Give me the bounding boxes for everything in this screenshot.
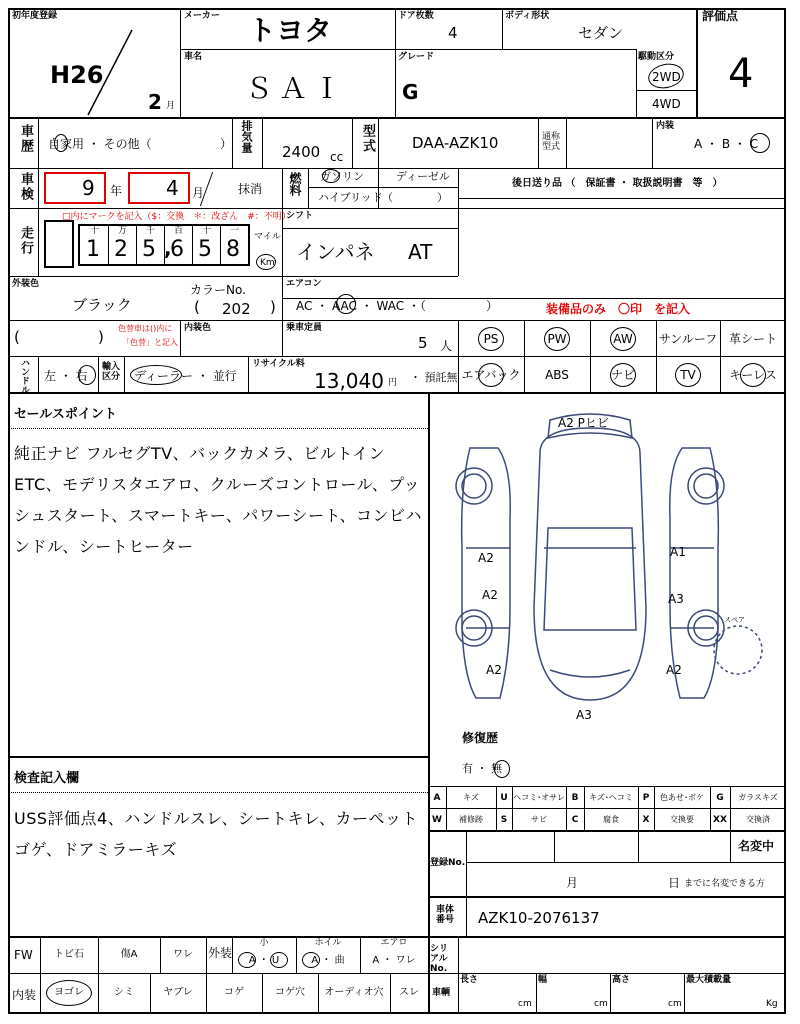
capacity-label: 乗車定員 [286,323,323,333]
color-no-value: 202 [222,300,251,318]
body-type-label: ボディ形状 [505,11,550,21]
damage-right-rear: A2 [666,663,682,677]
km-circle [256,254,276,270]
ac-label: エアコン [286,279,322,289]
equipment-row2-item: ABS [545,368,569,382]
first-registration-year: H26 [50,61,104,89]
odometer-divider [136,226,137,266]
load-label: 最大積載量 [686,975,732,985]
odometer-unit-label: 一 [230,226,240,236]
registration-label: 登録No. [430,858,466,868]
odometer-divider [108,226,109,266]
doors-value: 4 [448,24,458,42]
drive-label: 駆動区分 [638,52,675,62]
repair-none-circle [494,760,510,778]
fuel-diesel: ディーゼル [396,170,450,183]
model-value: DAA-AZK10 [412,134,499,152]
color-change-note-1: 色替車は()内に [118,324,173,333]
equipment-selected-circle [740,363,766,387]
legend-code: U [500,793,508,803]
history-label: 車歴 [18,124,33,154]
odometer-comma: , [164,236,172,260]
legend-code: S [500,815,508,825]
displacement-unit: cc [330,150,344,164]
mileage-note: □内にマークを記入（$：交換 ＊：改ざん #：不明） [62,212,291,222]
ext-color-value: ブラック [72,296,132,314]
body-type-value: セダン [578,24,624,42]
maker-value: トヨタ [248,14,333,47]
serial-label: シリアルNo. [430,944,449,974]
inspection-label: 車検 [18,172,33,202]
odometer-divider [220,226,221,266]
first-registration-label: 初年度登録 [12,11,58,21]
small-label: 小 [259,938,269,948]
maker-label: メーカー [184,11,220,21]
date-slash-line [80,25,140,120]
small-a-circle [238,952,256,968]
ext-label: 外装 [208,946,233,960]
int-color-paren-close: ) [98,328,104,346]
interior-grade-circle [750,133,770,153]
mileage-mark-box [44,220,74,268]
reg-month-unit: 月 [566,876,579,890]
inspection-year: 9 [82,176,95,200]
int-label: 内装 [12,988,37,1002]
shift-label: シフト [286,211,314,221]
small-u-circle [270,952,288,968]
handle-right-circle [78,365,96,385]
legend-code: G [716,793,724,803]
shift-type: AT [408,240,433,264]
int-color-paren-open: ( [14,328,20,346]
inspection-notes-title: 検査記入欄 [14,771,80,786]
fuel-hybrid-paren: （ ） [382,191,448,204]
sales-line-2: ETC、モデリスタエアロ、クルーズコントロール、プッ [14,475,421,494]
car-name-value: ＳＡＩ [245,72,348,105]
odometer-digit: 5 [198,237,212,262]
drive-4wd: 4WD [652,97,681,111]
odometer-unit-label: 千 [146,226,156,236]
odometer-unit-label: 十 [90,226,100,236]
width-unit: cm [594,999,608,1009]
displacement-label: 排気量 [240,120,253,153]
equipment-row2-item: エアバック [461,368,521,382]
color-no-paren-open: ( [194,298,200,316]
score-label: 評価点 [702,9,739,23]
spare-label: スペア [724,616,745,624]
height-unit: cm [668,999,682,1009]
handle-label: ハンドル [19,358,29,394]
equipment-title: 装備品のみ 〇印 を記入 [546,302,691,316]
import-label: 輸入区分 [102,362,121,382]
odometer-digit: 1 [86,237,100,262]
small-value: A ・ U [248,955,280,966]
color-change-note-2: 「色替」と記入 [122,338,178,347]
aero-label: エアロ [380,938,408,948]
interior-label: 内装 [656,121,675,131]
shift-position: インパネ [296,240,375,264]
fw-item: 傷A [120,949,138,960]
km-label: Km [260,258,275,268]
common-model-label: 通称型式 [542,132,561,152]
int-item: ヨゴレ [54,987,84,998]
wheel-a-circle [302,952,320,968]
recycle-unit: 円 [388,378,398,388]
legend-meaning: 補修跡 [459,815,483,824]
ext-color-label: 外装色 [12,279,40,289]
drive-2wd: 2WD [652,70,681,84]
damage-front: A2 Pヒビ [558,416,609,430]
inspection-notes-line-1: USS評価点4、ハンドルスレ、シートキレ、カーペット [14,809,419,828]
fw-label: FW [14,948,33,962]
legend-code: XX [713,815,727,825]
equipment-row1-item: AW [613,332,633,346]
recycle-deposit: ・ 預託無 [410,371,458,384]
int-item: シミ [114,987,134,998]
equipment-selected-circle [675,363,701,387]
int-item: スレ [399,987,419,998]
displacement-value: 2400 [282,143,321,161]
score-value: 4 [728,51,754,97]
color-no-label: カラーNo. [190,283,246,297]
length-label: 長さ [460,975,479,985]
sales-line-1: 純正ナビ フルセグTV、バックカメラ、ビルトイン [14,444,386,463]
car-damage-diagram [440,408,780,728]
legend-code: B [571,793,579,803]
fuel-gasoline-circle [322,169,340,183]
inspection-notes-line-2: ゴゲ、ドアミラーキズ [14,840,178,859]
bottom-row1-divider [206,936,207,973]
load-unit: Kg [766,999,778,1009]
inspection-year-box [44,172,106,204]
equipment-selected-circle [610,363,636,387]
odometer-divider [192,226,193,266]
odometer-unit-label: 十 [202,226,212,236]
aac-circle [336,294,356,314]
int-item: コゲ穴 [275,987,305,998]
repair-label: 修復歴 [462,731,499,745]
damage-left-door: A2 [482,588,498,602]
mile-label: マイル [254,232,281,242]
handle-value: 左 ・ 右 [44,369,88,383]
equipment-row1-item: PW [547,332,567,346]
doors-label: ドア枚数 [398,11,434,21]
equipment-row1-item: PS [483,332,499,346]
dealer-circle [130,365,182,385]
dirt-circle [46,980,92,1006]
legend-meaning: 色あせ･ボケ [660,793,704,802]
odometer-digit: 8 [226,237,240,262]
mileage-label: 走行 [18,226,33,256]
inspection-month: 4 [166,176,179,200]
private-use-circle [54,134,68,152]
legend-code: X [642,815,650,825]
odometer-digit: 6 [170,237,184,262]
capacity-value: 5 [418,334,428,352]
equipment-row2-item: TV [680,368,696,382]
damage-right-door: A3 [668,592,684,606]
equip-row-line [458,356,786,357]
car-name-label: 車名 [184,52,203,62]
legend-meaning: ガラスキズ [738,793,778,802]
fuel-label: 燃料 [288,172,302,196]
legend-code: P [642,793,650,803]
month-unit: 月 [166,101,176,111]
legend-meaning: 交換要 [670,815,694,824]
aero-value: A ・ ワレ [372,955,416,966]
int-item: オーディオ穴 [324,987,384,998]
inspection-month-box [128,172,190,204]
equipment-row1-item: サンルーフ [658,332,718,346]
grade-value: G [402,80,419,104]
equipment-selected-circle [478,327,504,351]
width-label: 幅 [538,975,548,985]
inspection-cancel: 抹消 [238,182,263,196]
odometer-unit-label: 百 [174,226,184,236]
equipment-row2-item: ナビ [610,368,635,382]
damage-left-rear: A2 [486,663,502,677]
dims-label: 車輌 [432,988,451,998]
inspection-month-unit: 月 [192,186,205,200]
length-unit: cm [518,999,532,1009]
damage-left-front: A2 [478,551,494,565]
capacity-unit: 人 [440,339,453,353]
odometer-digit: 5 [142,237,156,262]
reg-deadline: までに名変できる方 [684,879,766,889]
recycle-amount: 13,040 [314,369,384,393]
sales-line-4: ンドル、シートヒーター [14,537,194,556]
later-docs: 後日送り品 （ 保証書 ・ 取扱説明書 等 ） [512,178,723,189]
reg-day-unit: 日 [668,876,681,890]
legend-meaning: キズ [463,793,479,802]
odometer-digit: 2 [114,237,128,262]
chassis-number: AZK10-2076137 [478,909,600,927]
legend-meaning: キズ･ヘコミ [589,793,633,802]
inspection-year-unit: 年 [110,184,123,198]
sales-line-3: シュスタート、スマートキー、パワーシート、コンビハ [14,506,423,525]
equipment-selected-circle [544,327,570,351]
interior-grades: A ・ B ・ C [694,137,759,151]
fuel-gasoline: ガソリン [320,170,364,183]
name-change-label: 名変中 [738,839,775,853]
ac-options: AC ・ AAC ・ WAC ・（ ） [296,299,498,313]
recycle-label: リサイクル料 [252,359,305,369]
chassis-label: 車体番号 [436,905,455,925]
legend-meaning: 交換済 [746,815,770,824]
int-item: ヤブレ [163,987,193,998]
int-item: コゲ [224,987,244,998]
legend-code: W [432,815,442,825]
wheel-label: ホイル [314,938,342,948]
import-value: ディーラー ・ 並行 [134,369,237,383]
sales-title: セールスポイント [14,407,117,422]
model-label: 型式 [360,124,375,154]
legend-meaning: ヘコミ･オサレ [513,793,565,802]
legend-code: C [571,815,579,825]
repair-value: 有 ・ 無 [462,762,502,775]
legend-meaning: サビ [531,815,547,824]
fuel-hybrid: ハイブリッド [318,191,383,204]
usage-close: ） [220,137,233,151]
equipment-row2-item: キーレス [729,368,777,382]
fw-item: トビ石 [54,949,84,960]
damage-right-front: A1 [670,545,686,559]
first-registration-month: 2 [148,90,162,114]
int-color-label: 内装色 [184,323,212,333]
wheel-value: A ・ 曲 [311,955,345,966]
equipment-row1-item: 革シート [728,332,777,346]
equipment-selected-circle [478,363,504,387]
legend-meaning: 腐食 [603,815,619,824]
damage-rear: A3 [576,708,592,722]
grade-label: グレード [398,52,435,62]
height-label: 高さ [612,975,631,985]
color-no-paren-close: ) [270,298,276,316]
legend-code: A [433,793,441,803]
usage-value: 自家用 ・ その他（ [48,137,152,151]
fw-item: ワレ [173,949,193,960]
odometer-unit-label: 万 [118,226,128,236]
equipment-selected-circle [610,327,636,351]
